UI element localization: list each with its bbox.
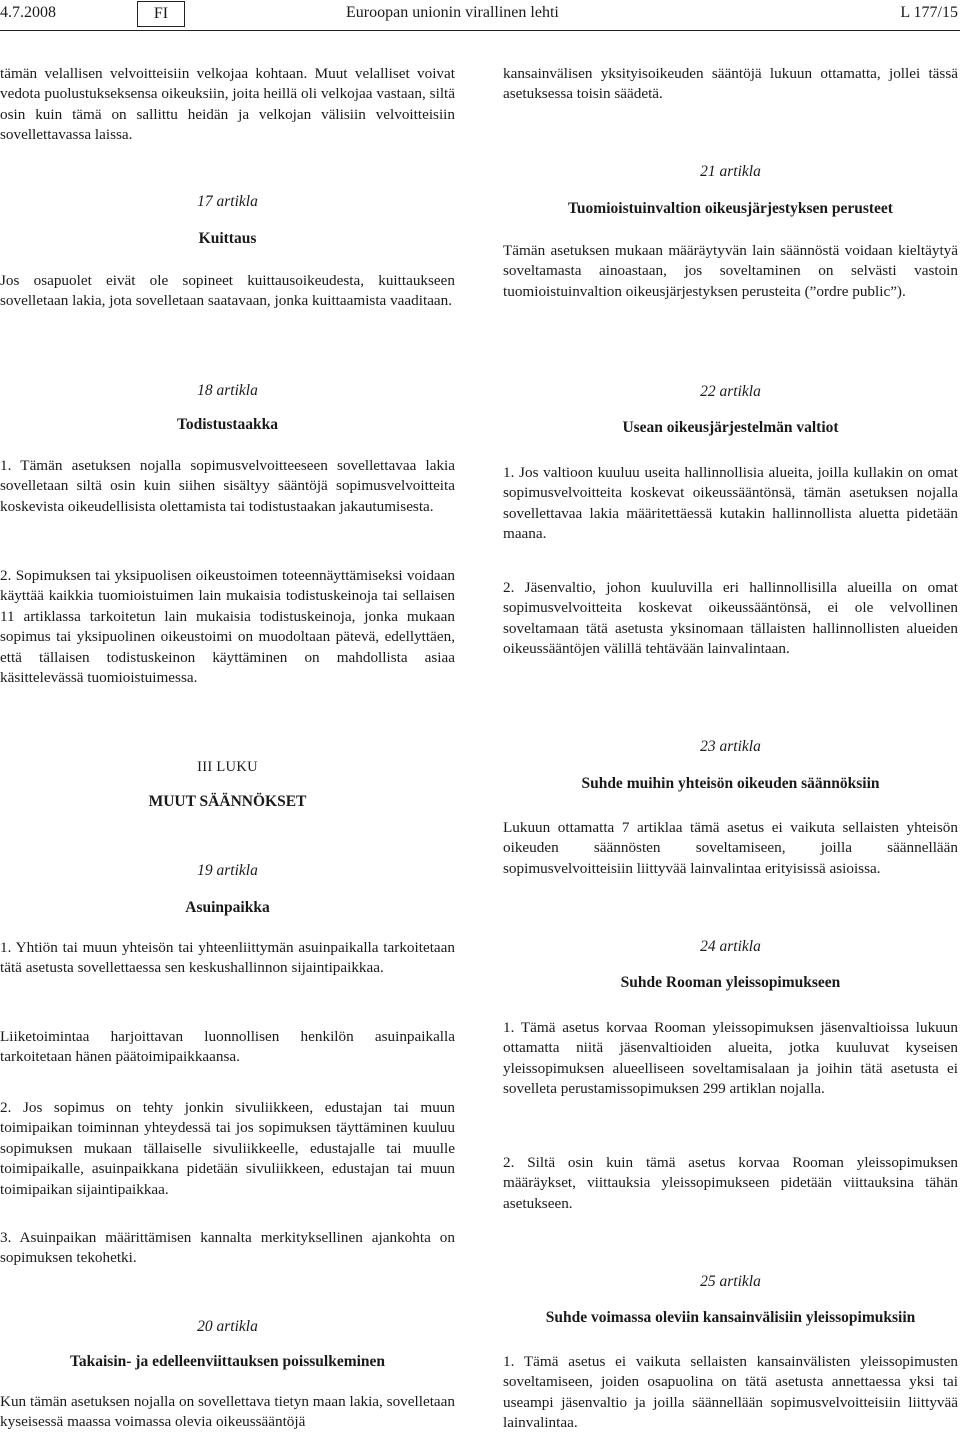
article-22-paragraph-1: 1. Jos valtioon kuuluu useita hallinnollisia alueita, joilla kullakin on omat sopimusvelvoitteita koskevat oikeussääntönsä, tämän asetuksen nojalla sovellettavaa lakia määritettäessä kutakin hallinnollista aluetta pidetään maana.: [503, 464, 958, 543]
article-19-paragraph-1: 1. Yhtiön tai muun yhteisön tai yhteenliittymän asuinpaikalla tarkoitetaan tätä asetusta sovellettaessa sen keskushallinnon sijaintipaikkaa.: [0, 939, 455, 977]
article-21-number: 21 artikla: [700, 163, 761, 180]
article-21-paragraph: Tämän asetuksen mukaan määräytyvän lain säännöstä voidaan kieltäytyä soveltamasta ainoastaan, jos soveltaminen on selvästi vastoin tuomioistuinvaltion oikeusjärjestyksen perusteita (”ordre public”).: [503, 242, 958, 300]
chapter-title: MUUT SÄÄNNÖKSET: [148, 793, 307, 810]
article-18-paragraph-1: 1. Tämän asetuksen nojalla sopimusvelvoitteeseen sovellettavaa lakia sovelletaan siltä osin kuin siihen sisältyy sääntöjä sopimusvelvoitteita koskevista oikeudellisista olettamista tai todistustaakan jakautumisesta.: [0, 457, 455, 515]
article-20-paragraph: Kun tämän asetuksen nojalla on sovellettava tietyn maan lakia, sovelletaan kyseisessä maassa voimassa olevia oikeussääntöjä: [0, 1393, 455, 1431]
article-19-paragraph-1b: Liiketoimintaa harjoittavan luonnollisen henkilön asuinpaikalla tarkoitetaan hänen päätoimipaikkaansa.: [0, 1028, 455, 1066]
article-20-title: Takaisin- ja edelleenviittauksen poissulkeminen: [69, 1353, 386, 1370]
page-header: [0, 0, 960, 32]
article-24-paragraph-2: 2. Siltä osin kuin tämä asetus korvaa Rooman yleissopimuksen määräykset, viittauksia yleissopimukseen pidetään viittauksina tähän asetukseen.: [503, 1154, 958, 1212]
article-23-title: Suhde muihin yhteisön oikeuden säännöksiin: [581, 775, 880, 792]
article-25-paragraph: 1. Tämä asetus ei vaikuta sellaisten kansainvälisten yleissopimusten soveltamiseen, joiden osapuolina on tätä asetusta annettaessa yksi tai useampi jäsenvaltio ja joilla säännellään sopimusvelvoitteisiin liittyvää lainvalintaa.: [503, 1353, 958, 1432]
chapter-number: III LUKU: [197, 759, 258, 775]
article-17-title: Kuittaus: [198, 230, 257, 247]
article-23-paragraph: Lukuun ottamatta 7 artiklaa tämä asetus ei vaikuta sellaisten yhteisön oikeuden säännösten soveltamiseen, joilla säännellään sopimusvelvoitteisiin liittyvää lainvalintaa erityisissä asioissa.: [503, 819, 958, 877]
article-17-number: 17 artikla: [197, 193, 258, 210]
article-25-number: 25 artikla: [700, 1273, 761, 1290]
article-20-number: 20 artikla: [197, 1318, 258, 1335]
article-17-paragraph: Jos osapuolet eivät ole sopineet kuittausoikeudesta, kuittaukseen sovelletaan lakia, jota sovelletaan saatavaan, jonka kuittaamista vaaditaan.: [0, 272, 455, 310]
article-22-paragraph-2: 2. Jäsenvaltio, johon kuuluvilla eri hallinnollisilla alueilla on omat sopimusvelvoitteita koskevat oikeussääntönsä, ei ole velvollinen soveltamaan tätä asetusta yksinomaan tällaisten hallinnollisten alueiden oikeussääntöjen välillä tehtävään lainvalintaan.: [503, 579, 958, 658]
article-22-number: 22 artikla: [700, 383, 761, 400]
continuation-paragraph: kansainvälisen yksityisoikeuden sääntöjä lukuun ottamatta, jollei tässä asetuksessa toisin säädetä.: [503, 65, 958, 103]
article-18-title: Todistustaakka: [176, 416, 279, 433]
article-23-number: 23 artikla: [700, 738, 761, 755]
header-rule: [0, 30, 960, 31]
article-24-number: 24 artikla: [700, 938, 761, 955]
article-21-title: Tuomioistuinvaltion oikeusjärjestyksen perusteet: [568, 200, 893, 217]
article-19-title: Asuinpaikka: [185, 899, 270, 916]
article-19-number: 19 artikla: [197, 862, 258, 879]
article-19-paragraph-2: 2. Jos sopimus on tehty jonkin sivuliikkeen, edustajan tai muun toimipaikan toiminnan yhteydessä tai jos sopimuksen täyttäminen kuuluu sopimuksen mukaan tällaiselle sivuliikkeelle, edustajalle tai muulle toimipaikalle, asuinpaikkana pidetään sivuliikkeen, edustajan tai muun toimipaikan sijaintipaikkaa.: [0, 1099, 455, 1198]
publication-date: 4.7.2008: [0, 4, 56, 21]
intro-paragraph: tämän velallisen velvoitteisiin velkojaa kohtaan. Muut velalliset voivat vedota puolustukseksensa oikeuksiin, joita heillä oli velkojaa vastaan, siltä osin kuin tämä on sallittu heidän ja velkojan välisiin velvoitteisiin sovellettavassa laissa.: [0, 65, 455, 144]
article-25-title: Suhde voimassa oleviin kansainvälisiin yleissopimuksiin: [545, 1309, 916, 1326]
page-reference: L 177/15: [900, 4, 958, 21]
article-24-paragraph-1: 1. Tämä asetus korvaa Rooman yleissopimuksen jäsenvaltioissa lukuun ottamatta niitä jäsenvaltioiden alueita, jotka kuuluvat kyseisen yleissopimuksen alueelliseen soveltamisalaan ja joihin tätä asetusta ei sovelleta perustamissopimuksen 299 artiklan nojalla.: [503, 1019, 958, 1098]
article-18-paragraph-2: 2. Sopimuksen tai yksipuolisen oikeustoimen toteennäyttämiseksi voidaan käyttää kaikkia tuomioistuimen lain mukaisia todistuskeinoja tai sellaisen 11 artiklassa tarkoitetun lain mukaisia todistuskeinoja, jonka mukaan sopimus tai yksipuolinen oikeustoimi on muodoltaan pätevä, edellyttäen, että tällaisen todistuskeinon käyttäminen on mahdollista asiaa käsittelevässä tuomioistuimessa.: [0, 567, 455, 687]
article-22-title: Usean oikeusjärjestelmän valtiot: [622, 419, 839, 436]
language-badge: FI: [137, 1, 185, 27]
article-24-title: Suhde Rooman yleissopimukseen: [620, 974, 841, 991]
article-18-number: 18 artikla: [197, 382, 258, 399]
article-19-paragraph-3: 3. Asuinpaikan määrittämisen kannalta merkityksellinen ajankohta on sopimuksen tekohetki.: [0, 1229, 455, 1267]
journal-title: Euroopan unionin virallinen lehti: [346, 4, 559, 21]
